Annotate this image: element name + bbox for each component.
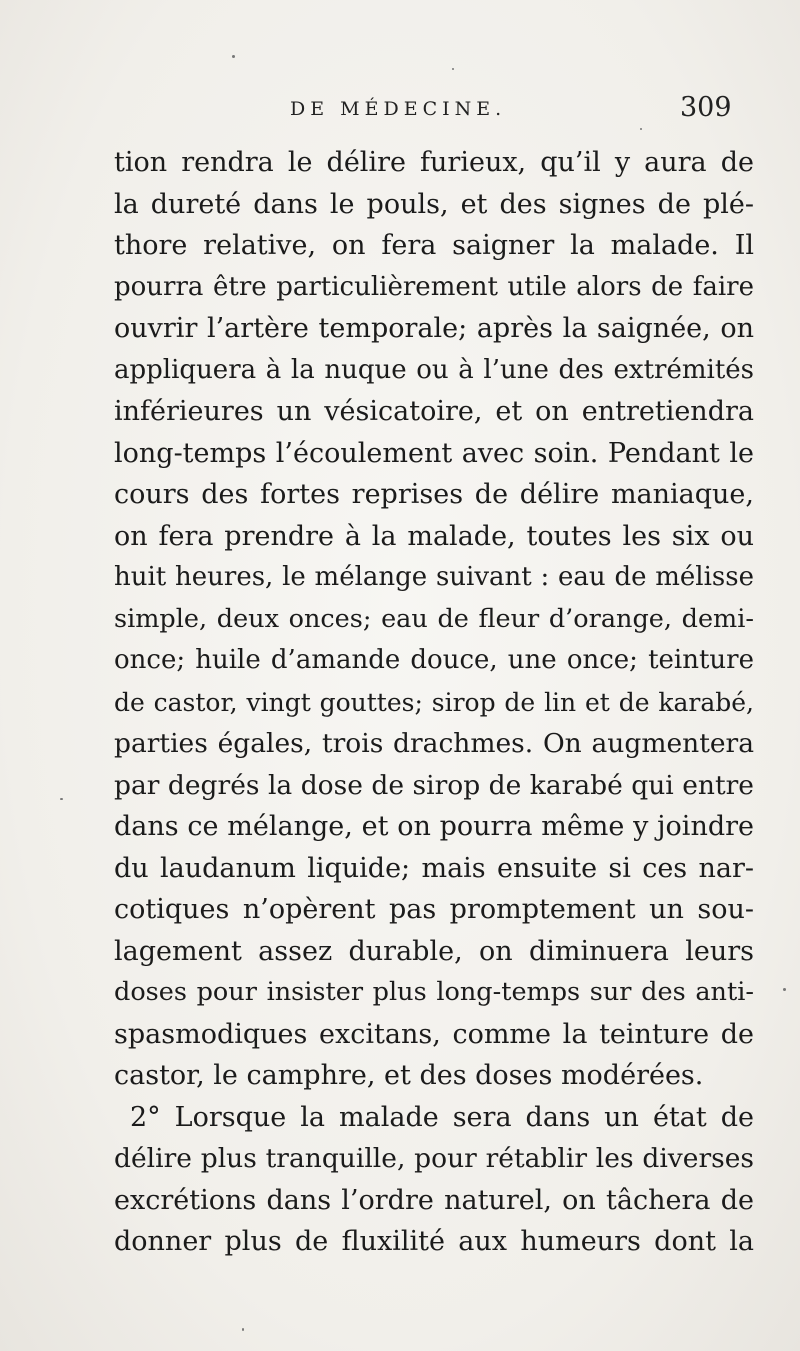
text-line: doses pour insister plus long-temps sur des anti-	[114, 977, 754, 1007]
text-line: on fera prendre à la malade, toutes les six ou	[114, 520, 754, 552]
text-line: thore relative, on fera saigner la malade. Il	[114, 230, 754, 261]
text-line: appliquera à la nuque ou à l’une des extrémités	[114, 354, 754, 385]
text-line: excrétions dans l’ordre naturel, on tâchera de	[114, 1184, 754, 1216]
text-line: 2° Lorsque la malade sera dans un état de	[130, 1101, 754, 1133]
text-line: lagement assez durable, on diminuera leurs	[114, 935, 754, 967]
text-line: tion rendra le délire furieux, qu’il y aura de	[114, 147, 754, 178]
text-line: ouvrir l’artère temporale; après la saignée, on	[114, 313, 754, 344]
text-line: once; huile d’amande douce, une once; teinture	[114, 645, 754, 675]
text-line: simple, deux onces; eau de fleur d’orange, demi-	[114, 603, 754, 634]
text-line: du laudanum liquide; mais ensuite si ces nar-	[114, 852, 754, 884]
text-line: cours des fortes reprises de délire maniaque,	[114, 479, 754, 510]
text-line: dans ce mélange, et on pourra même y joindre	[114, 811, 754, 842]
text-line: par degrés la dose de sirop de karabé qui entre	[114, 769, 754, 801]
page-number: 309	[680, 92, 732, 123]
text-line: parties égales, trois drachmes. On augmentera	[114, 728, 754, 759]
text-line: pourra être particulièrement utile alors de faire	[114, 271, 754, 302]
text-line: inférieures un vésicatoire, et on entretiendra	[114, 396, 754, 427]
text-line: long-temps l’écoulement avec soin. Pendant le	[114, 437, 754, 469]
text-line: donner plus de fluxilité aux humeurs dont la	[114, 1226, 754, 1257]
text-line: cotiques n’opèrent pas promptement un sou-	[114, 894, 754, 925]
body-text	[114, 142, 754, 1263]
text-line: la dureté dans le pouls, et des signes de plé-	[114, 188, 754, 220]
text-line: spasmodiques excitans, comme la teinture de	[114, 1018, 754, 1050]
text-line: délire plus tranquille, pour rétablir les diverses	[114, 1143, 754, 1174]
running-head: DE MÉDECINE.	[290, 98, 507, 120]
text-line: huit heures, le mélange suivant : eau de mélisse	[114, 562, 754, 592]
text-line: de castor, vingt gouttes; sirop de lin et de karabé,	[114, 687, 754, 717]
text-line: castor, le camphre, et des doses modérées.	[114, 1060, 704, 1091]
